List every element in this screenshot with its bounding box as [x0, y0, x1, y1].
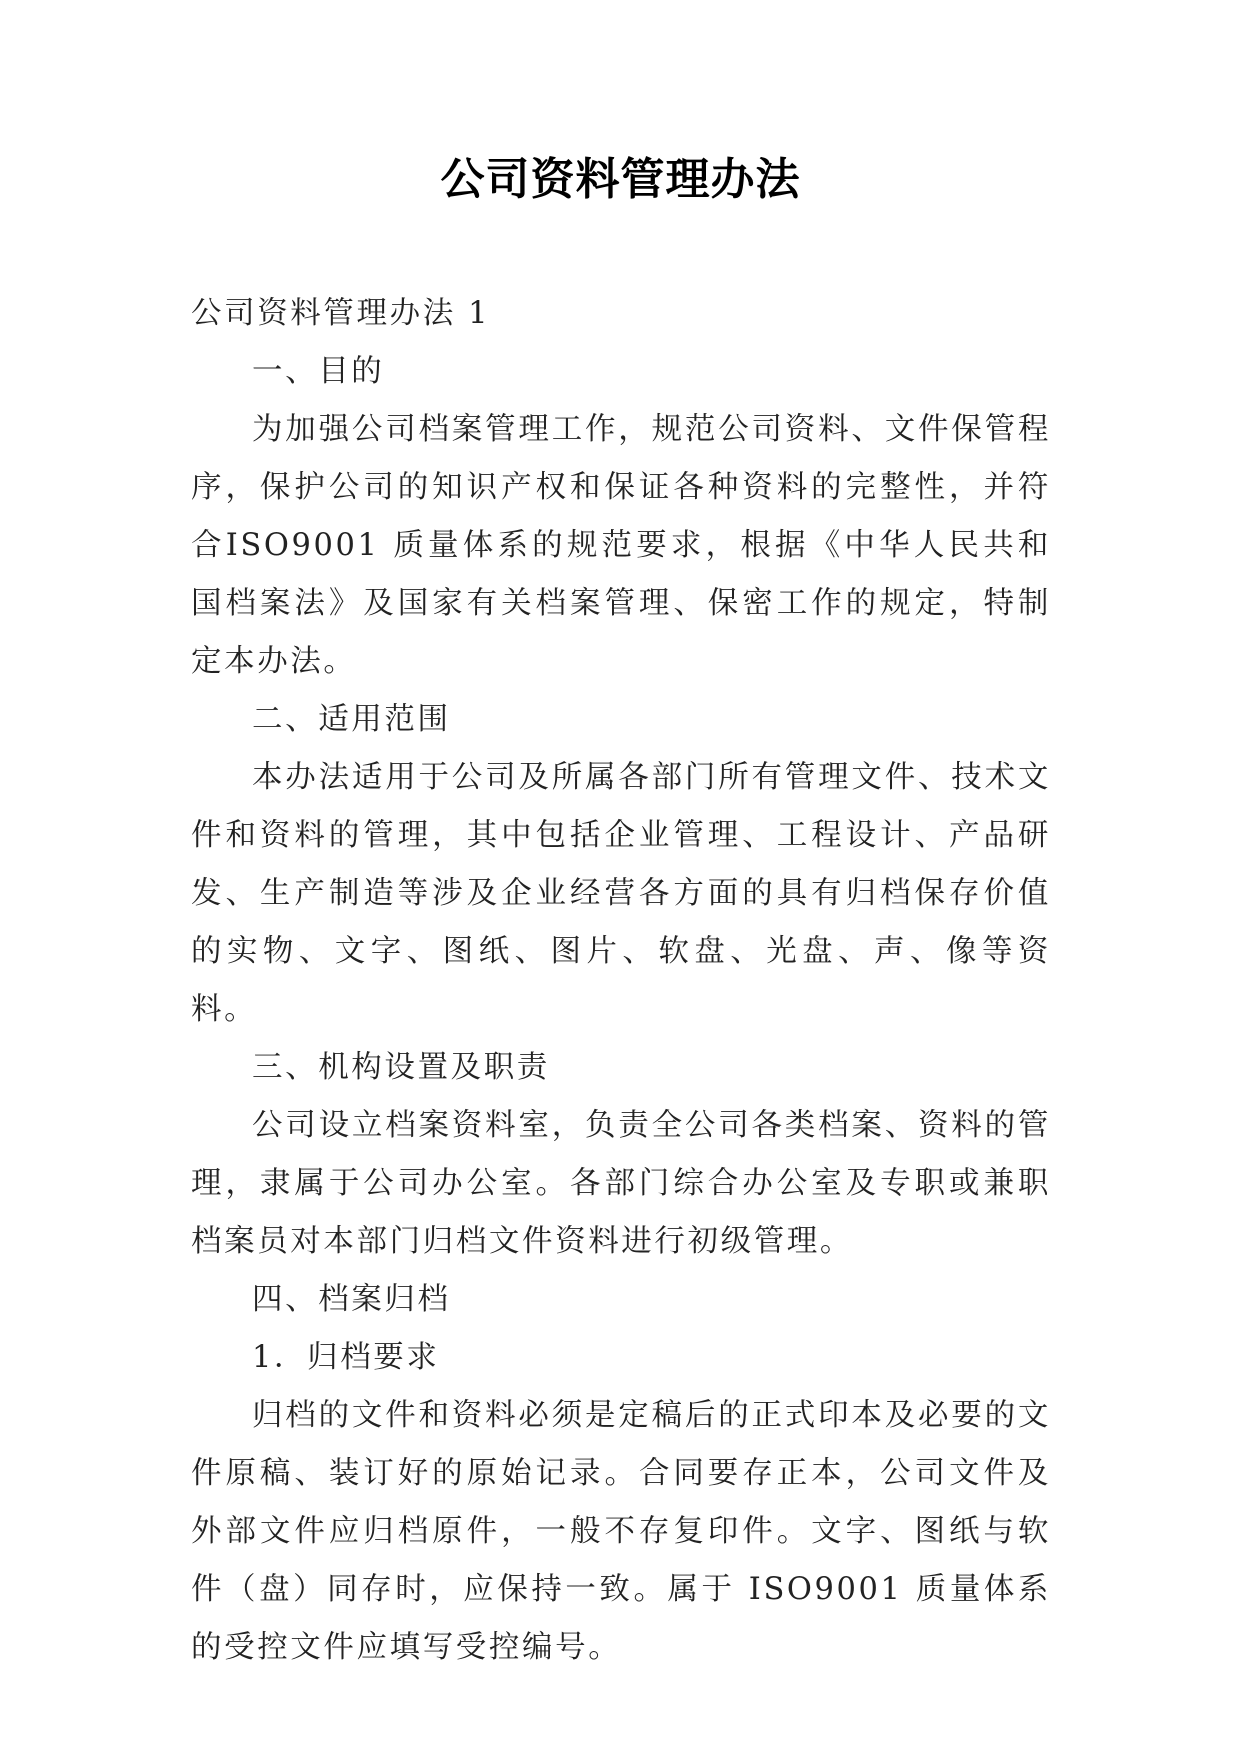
heading-organization: 三、机构设置及职责	[252, 1050, 550, 1085]
document-body	[191, 285, 1051, 1677]
section-subtitle: 公司资料管理办法 1	[191, 296, 491, 331]
paragraph-purpose: 为加强公司档案管理工作，规范公司资料、文件保管程序，保护公司的知识产权和保证各种资料的完整性，并符合ISO9001 质量体系的规范要求，根据《中华人民共和国档案法》及国家有关档案管理、保密工作的规定，特制定本办法。	[191, 412, 1051, 679]
heading-archiving: 四、档案归档	[252, 1282, 451, 1317]
paragraph-archiving-requirements: 归档的文件和资料必须是定稿后的正式印本及必要的文件原稿、装订好的原始记录。合同要存正本，公司文件及外部文件应归档原件，一般不存复印件。文字、图纸与软件（盘）同存时，应保持一致。属于 ISO9001 质量体系的受控文件应填写受控编号。	[191, 1398, 1051, 1665]
paragraph-organization: 公司设立档案资料室，负责全公司各类档案、资料的管理，隶属于公司办公室。各部门综合办公室及专职或兼职档案员对本部门归档文件资料进行初级管理。	[191, 1108, 1051, 1259]
heading-purpose: 一、目的	[252, 354, 385, 389]
subheading-archiving-requirements: 1．归档要求	[252, 1340, 440, 1375]
paragraph-scope: 本办法适用于公司及所属各部门所有管理文件、技术文件和资料的管理，其中包括企业管理、工程设计、产品研发、生产制造等涉及企业经营各方面的具有归档保存价值的实物、文字、图纸、图片、软盘、光盘、声、像等资料。	[191, 760, 1051, 1027]
heading-scope: 二、适用范围	[252, 702, 451, 737]
document-title: 公司资料管理办法	[440, 154, 801, 205]
